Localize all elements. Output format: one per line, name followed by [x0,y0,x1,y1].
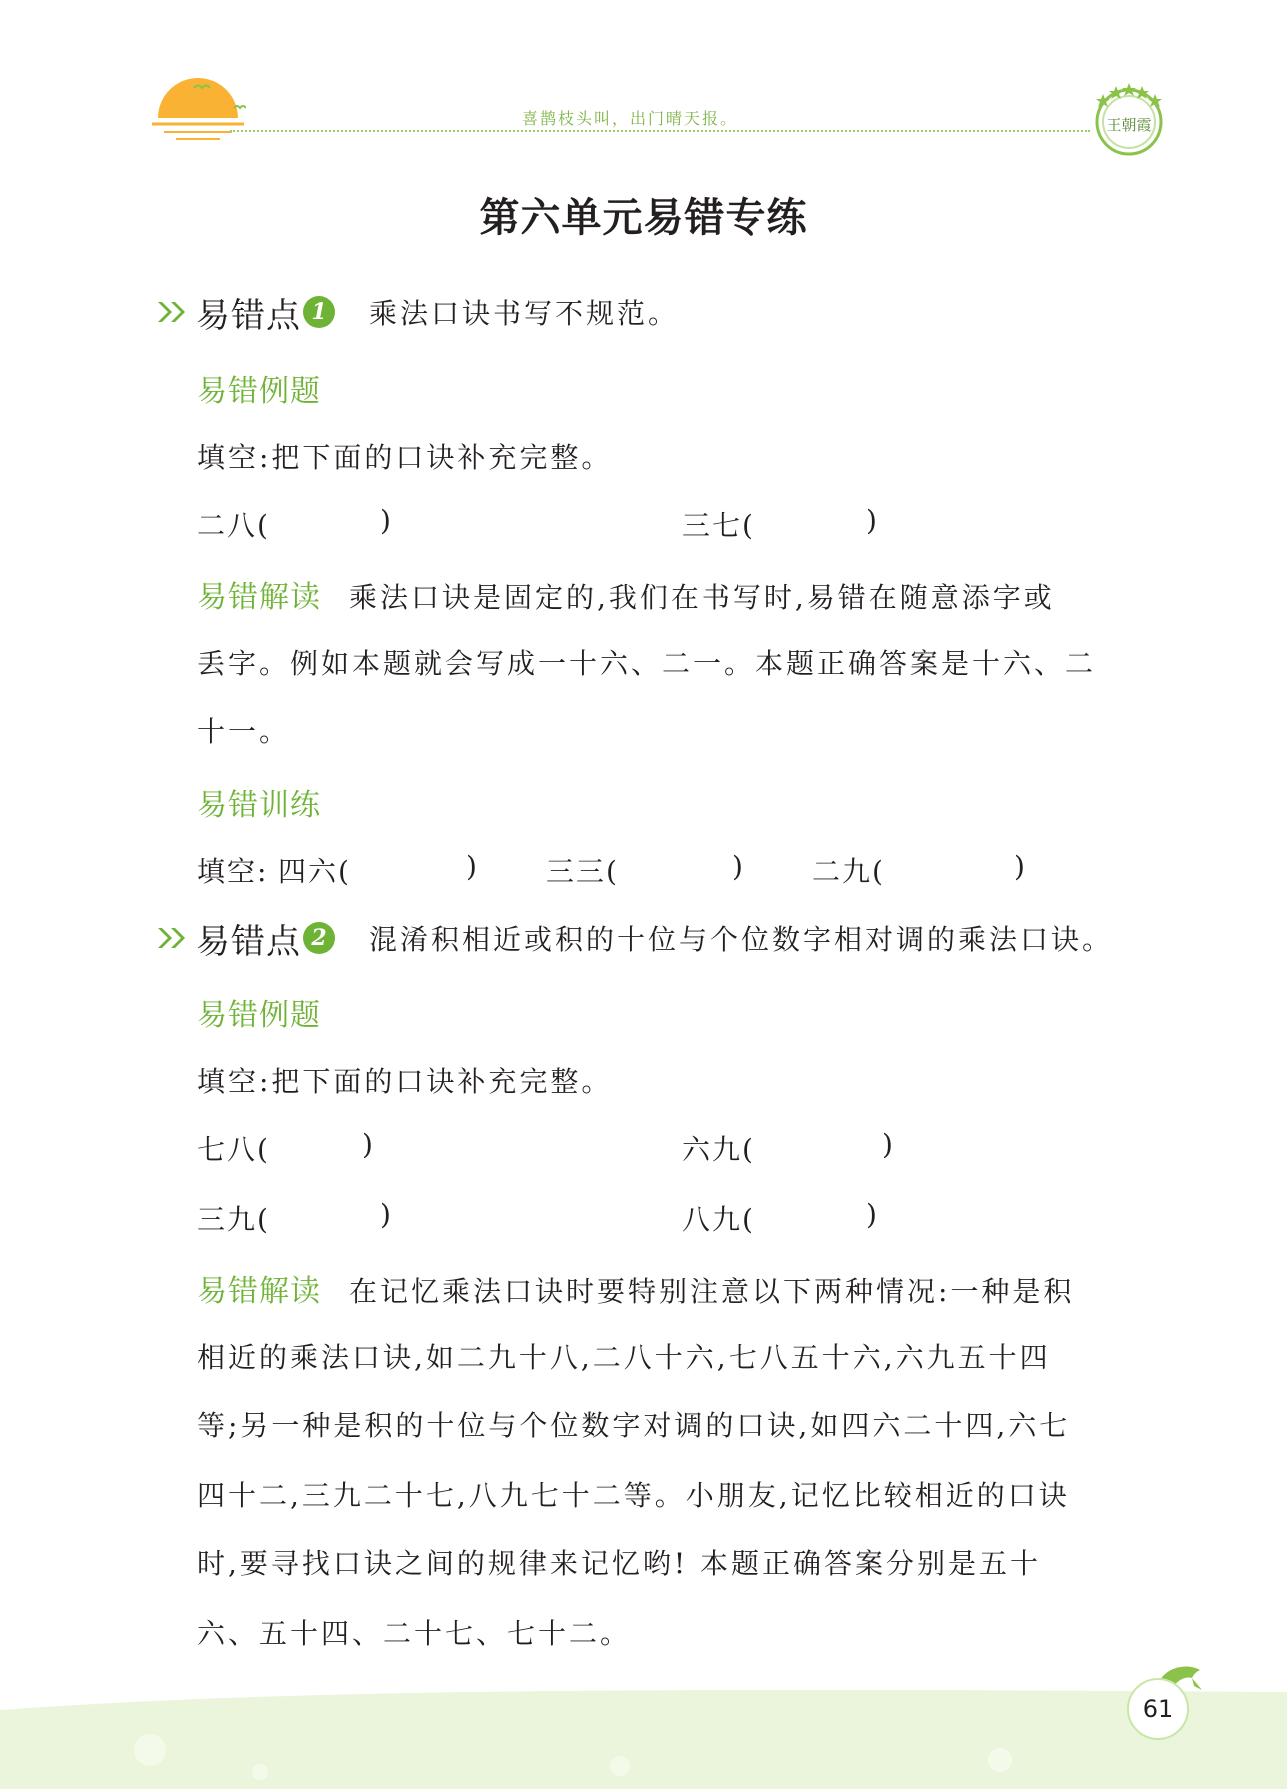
fill-blank-item: 三九( [197,1203,270,1236]
example-heading: 易错例题 [197,374,321,409]
practice-item: 二九( [812,855,885,888]
fill-blank-close: ) [866,504,877,537]
analysis-line: 六、五十四、二十七、七十二。 [197,1617,632,1650]
practice-prefix: 填空: [197,855,269,888]
fill-blank-item: 三七( [682,509,755,542]
error-point-description: 混淆积相近或积的十位与个位数字相对调的乘法口诀。 [369,923,1114,956]
fill-blank-close: ) [882,1128,893,1161]
header-divider [230,130,1090,132]
fill-blank-item: 六九( [682,1133,755,1166]
analysis-line: 在记忆乘法口诀时要特别注意以下两种情况:一种是积 [349,1275,1075,1308]
logo-text: 王朝霞 [1106,116,1152,134]
fill-blank-item: 七八( [197,1133,270,1166]
practice-blank-close: ) [732,850,743,883]
analysis-line: 相近的乘法口诀,如二九十八,二八十六,七八五十六,六九五十四 [197,1341,1051,1374]
fill-blank-item: 二八( [197,509,270,542]
analysis-line: 等;另一种是积的十位与个位数字对调的口诀,如四六二十四,六七 [197,1409,1071,1442]
fill-blank-close: ) [362,1128,373,1161]
practice-item: 三三( [546,855,619,888]
double-arrow-icon [158,299,188,325]
error-point-label: 易错点 [196,295,301,336]
practice-item: 四六( [278,855,351,888]
analysis-heading: 易错解读 [197,580,321,615]
fill-blank-close: ) [380,1198,391,1231]
example-instruction: 填空:把下面的口诀补充完整。 [197,441,613,474]
example-instruction: 填空:把下面的口诀补充完整。 [197,1065,613,1098]
header-slogan: 喜鹊枝头叫，出门晴天报。 [521,109,738,128]
analysis-line: 四十二,三九二十七,八九七十二等。小朋友,记忆比较相近的口诀 [197,1479,1070,1512]
error-point-number-badge: 1 [303,296,335,328]
page-number: 61 [1127,1678,1189,1740]
analysis-paragraph [197,1266,1074,1310]
practice-heading: 易错训练 [197,788,321,823]
brand-logo-icon [1088,78,1170,160]
error-point-2-heading [158,916,1113,960]
sunset-icon [150,60,246,150]
analysis-heading: 易错解读 [197,1274,321,1309]
fill-blank-item: 八九( [682,1203,755,1236]
analysis-paragraph [197,572,1055,616]
footer-decoration [0,1680,1287,1789]
practice-blank-close: ) [1014,850,1025,883]
analysis-line: 丢字。例如本题就会写成一十六、二一。本题正确答案是十六、二 [197,647,1097,680]
error-point-number-badge: 2 [303,922,335,954]
error-point-1-heading [158,290,679,334]
analysis-line: 十一。 [197,715,291,748]
double-arrow-icon [158,925,188,951]
error-point-description: 乘法口诀书写不规范。 [369,297,680,330]
analysis-line: 时,要寻找口诀之间的规律来记忆哟! 本题正确答案分别是五十 [197,1547,1042,1580]
error-point-label: 易错点 [196,921,301,962]
example-heading: 易错例题 [197,998,321,1033]
fill-blank-close: ) [380,504,391,537]
page-header [0,0,1287,170]
practice-blank-close: ) [466,850,477,883]
fill-blank-close: ) [866,1198,877,1231]
page-title: 第六单元易错专练 [479,195,808,241]
analysis-line: 乘法口诀是固定的,我们在书写时,易错在随意添字或 [349,581,1055,614]
